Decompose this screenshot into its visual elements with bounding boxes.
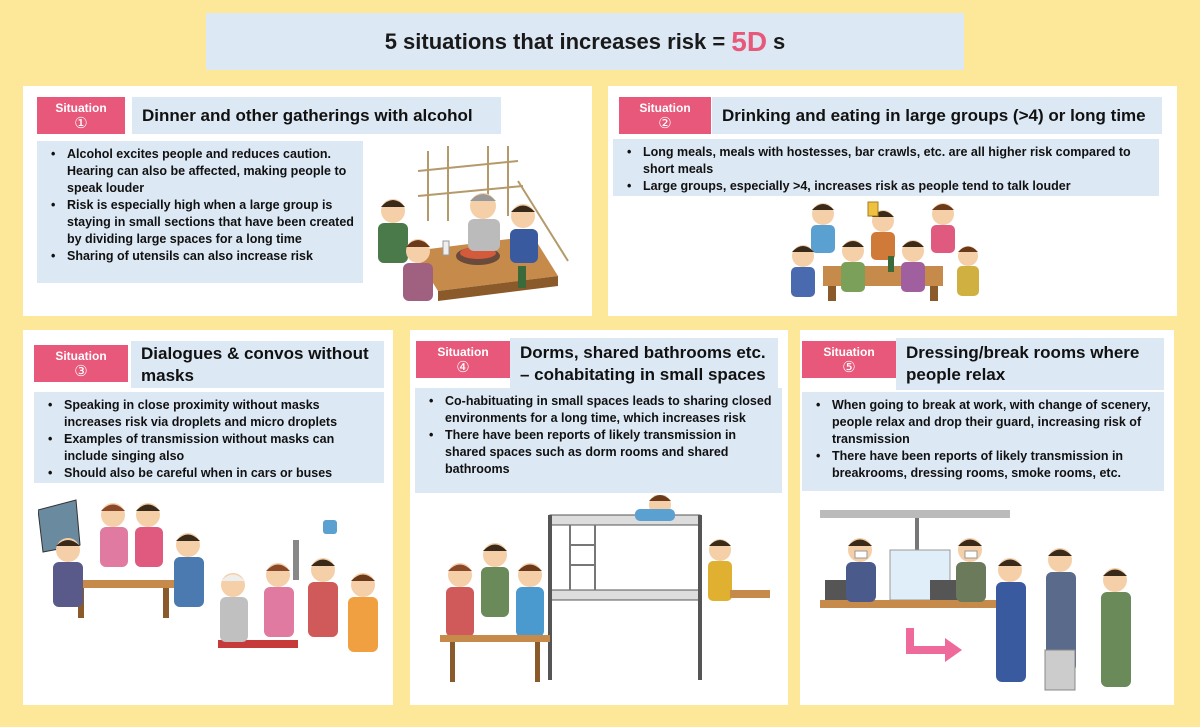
- group-drinking-illustration: [783, 196, 983, 311]
- bullet-item: • Alcohol excites people and reduces caution. Hearing can also be affected, making people to speak louder: [45, 146, 355, 197]
- situation-badge-label: Situation: [823, 344, 875, 359]
- situation-bullets-5: [802, 392, 1164, 491]
- title-highlight: 5D: [731, 25, 768, 57]
- title-prefix: 5 situations that increases risk =: [384, 28, 726, 54]
- situation-card-2: [608, 86, 1177, 316]
- situation-title-3: Dialogues & convos without masks: [131, 341, 384, 388]
- situation-badge-3: [34, 345, 128, 382]
- situation-card-4: [410, 330, 788, 705]
- pink-arrow-icon: [910, 628, 945, 650]
- situation-card-1: [23, 86, 592, 316]
- situation-badge-4: [416, 341, 510, 378]
- situation-badge-label: Situation: [639, 100, 691, 115]
- situation-badge-label: Situation: [437, 344, 489, 359]
- bullet-item: • When going to break at work, with change of scenery, people relax and drop their guard, increasing risk of transmission: [810, 397, 1156, 448]
- situation-title-4: Dorms, shared bathrooms etc. – cohabitating in small spaces: [510, 338, 778, 390]
- dorm-room-illustration: [430, 495, 780, 700]
- situation-bullets-4: [415, 388, 782, 493]
- situation-title-2: Drinking and eating in large groups (>4) or long time: [712, 97, 1162, 134]
- bullet-item: • Sharing of utensils can also increase risk: [45, 248, 355, 265]
- break-room-illustration: [820, 510, 1160, 695]
- bullet-item: • Large groups, especially >4, increases risk as people tend to talk louder: [621, 178, 1151, 195]
- situation-title-1: Dinner and other gatherings with alcohol: [132, 97, 501, 134]
- page-title: [206, 13, 964, 70]
- situation-badge-2: [619, 97, 711, 134]
- situation-badge-label: Situation: [55, 100, 107, 115]
- dinner-party-illustration: [368, 141, 583, 311]
- situation-badge-number: ②: [658, 114, 672, 132]
- bullet-item: • Speaking in close proximity without masks increases risk via droplets and micro droplets: [42, 397, 376, 431]
- situation-badge-label: Situation: [55, 348, 107, 363]
- situation-badge-number: ①: [74, 114, 88, 132]
- situation-badge-5: [802, 341, 896, 378]
- bullet-item: • Should also be careful when in cars or buses: [42, 465, 376, 482]
- bullet-item: • There have been reports of likely transmission in shared spaces such as dorm rooms and shared bathrooms: [423, 427, 774, 478]
- situation-card-5: [800, 330, 1174, 705]
- bullet-item: • Co-habituating in small spaces leads to sharing closed environments for a long time, which increases risk: [423, 393, 774, 427]
- bullet-item: • There have been reports of likely transmission in breakrooms, dressing rooms, smoke rooms, etc.: [810, 448, 1156, 482]
- title-suffix: s: [773, 28, 786, 54]
- situation-bullets-3: [34, 392, 384, 483]
- situation-badge-number: ③: [74, 362, 88, 380]
- situation-badge-1: [37, 97, 125, 134]
- bullet-item: • Examples of transmission without masks can include singing also: [42, 431, 376, 465]
- situation-title-5: Dressing/break rooms where people relax: [896, 338, 1164, 390]
- bullet-item: • Long meals, meals with hostesses, bar crawls, etc. are all higher risk compared to short meals: [621, 144, 1151, 178]
- situation-badge-number: ⑤: [842, 358, 856, 376]
- situation-badge-number: ④: [456, 358, 470, 376]
- bullet-item: • Risk is especially high when a large group is staying in small sections that have been created by dividing large spaces for a long time: [45, 197, 355, 248]
- situation-card-3: [23, 330, 393, 705]
- situation-bullets-2: [613, 139, 1159, 196]
- situation-bullets-1: [37, 141, 363, 283]
- maskless-conversation-illustration: [38, 490, 383, 695]
